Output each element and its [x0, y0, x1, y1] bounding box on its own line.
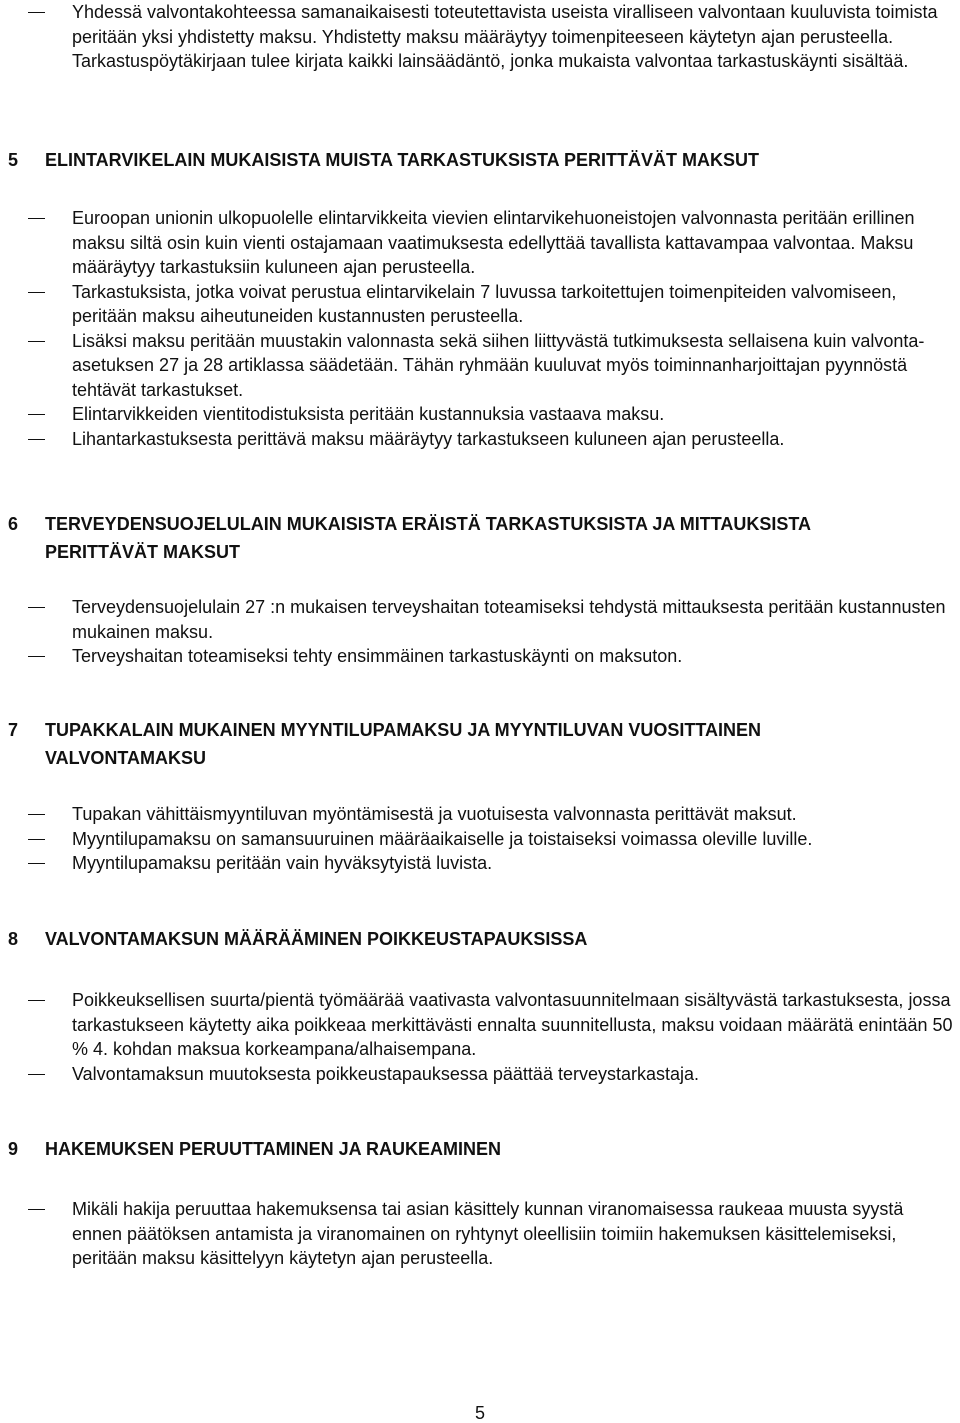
dash-bullet-icon — [28, 414, 45, 415]
intro-list — [0, 0, 960, 74]
section-number: 6 — [8, 514, 19, 534]
list-item — [0, 402, 960, 427]
list-item — [0, 206, 960, 280]
list-item — [0, 427, 960, 452]
dash-bullet-icon — [28, 1074, 45, 1075]
list-item — [0, 851, 960, 876]
list-item-text: Yhdessä valvontakohteessa samanaikaisesti toteutettavista useista viralliseen valvontaan kuuluvista toimista peritään yksi yhdistetty maksu. Yhdistetty maksu määräytyy toimenpiteeseen käytetyn ajan perusteella. Tarkastuspöytäkirjaan tulee kirjata kaikki lainsäädäntö, jonka mukaista valvontaa tarkastuskäynti sisältää. — [72, 2, 938, 71]
list-item-text: Terveydensuojelulain 27 :n mukaisen terveyshaitan toteamiseksi tehdystä mittauksesta peritään kustannusten mukainen maksu. — [72, 597, 946, 642]
section-list — [0, 206, 960, 451]
dash-bullet-icon — [28, 292, 45, 293]
list-item-text: Myyntilupamaksu on samansuuruinen määräaikaiselle ja toistaiseksi voimassa oleville luville. — [72, 828, 813, 849]
list-item — [0, 644, 960, 669]
list-item-text: Tupakan vähittäismyyntiluvan myöntämisestä ja vuotuisesta valvonnasta perittävät maksut. — [72, 804, 797, 824]
section-title: TUPAKKALAIN MUKAINEN MYYNTILUPAMAKSU JA MYYNTILUVAN VUOSITTAINEN VALVONTAMAKSU — [45, 720, 761, 768]
section-number: 9 — [8, 1139, 19, 1159]
list-item — [0, 595, 960, 644]
section-title: ELINTARVIKELAIN MUKAISISTA MUISTA TARKASTUKSISTA PERITTÄVÄT MAKSUT — [45, 150, 759, 170]
section-title: VALVONTAMAKSUN MÄÄRÄÄMINEN POIKKEUSTAPAUKSISSA — [45, 929, 588, 949]
list-item — [0, 988, 960, 1062]
dash-bullet-icon — [28, 218, 45, 219]
list-item-text: Tarkastuksista, jotka voivat perustua elintarvikelain 7 luvussa tarkoitettujen toimenpiteiden valvomiseen, peritään maksu aiheutuneiden kustannusten perusteella. — [72, 281, 897, 326]
dash-bullet-icon — [28, 12, 45, 13]
section-title: TERVEYDENSUOJELULAIN MUKAISISTA ERÄISTÄ TARKASTUKSISTA JA MITTAUKSISTA PERITTÄVÄT MAKSUT — [45, 514, 811, 562]
list-item-text: Myyntilupamaksu peritään vain hyväksytyistä luvista. — [72, 853, 493, 873]
dash-bullet-icon — [28, 607, 45, 608]
section-list — [0, 595, 960, 669]
list-item-text: Euroopan unionin ulkopuolelle elintarvikkeita vievien elintarvikehuoneistojen valvonnasta peritään erillinen maksu siltä osin kuin vienti ostajamaan vaatimuksesta edellyttää tavallista kattavampaa valvontaa. Maksu määräytyy tarkastuksiin kuluneen ajan perusteella. — [72, 208, 915, 277]
list-item — [0, 0, 960, 74]
list-item-text: Lihantarkastuksesta perittävä maksu määräytyy tarkastukseen kuluneen ajan perusteella. — [72, 428, 785, 449]
section-number: 7 — [8, 720, 19, 740]
list-item — [0, 802, 960, 827]
section-number: 5 — [8, 150, 19, 170]
dash-bullet-icon — [28, 1000, 45, 1001]
dash-bullet-icon — [28, 341, 45, 342]
list-item — [0, 280, 960, 329]
list-item-text: Lisäksi maksu peritään muustakin valonnasta sekä siihen liittyvästä tutkimuksesta sellaisena kuin valvonta-asetuksen 27 ja 28 artiklassa säädetään. Tähän ryhmään kuuluvat myös toiminnanharjoittajan pyynnöstä tehtävät tarkastukset. — [72, 330, 925, 400]
list-item-text: Elintarvikkeiden vientitodistuksista peritään kustannuksia vastaava maksu. — [72, 404, 665, 424]
dash-bullet-icon — [28, 656, 45, 657]
dash-bullet-icon — [28, 1209, 45, 1210]
list-item-text: Mikäli hakija peruuttaa hakemuksensa tai asian käsittely kunnan viranomaisessa raukeaa muusta syystä ennen päätöksen antamista ja viranomainen on ryhtynyt oleellisiin toimiin hakemuksen käsittelemiseksi, peritään maksu käsittelyyn käytetyn ajan perusteella. — [72, 1199, 904, 1268]
section-list — [0, 802, 960, 876]
section-number: 8 — [8, 929, 19, 949]
dash-bullet-icon — [28, 439, 45, 440]
list-item-text: Poikkeuksellisen suurta/pientä työmäärää vaativasta valvontasuunnitelmaan sisältyvästä tarkastuksesta, jossa tarkastukseen käytetty aika poikkeaa merkittävästi ennalta suunnitellusta, maksu voidaan määrätä enintään 50 % 4. kohdan maksua korkeampana/alhaisempana. — [72, 990, 953, 1059]
dash-bullet-icon — [28, 814, 45, 815]
dash-bullet-icon — [28, 863, 45, 864]
list-item — [0, 1062, 960, 1087]
page-number: 5 — [474, 1403, 485, 1423]
list-item — [0, 827, 960, 852]
section-title: HAKEMUKSEN PERUUTTAMINEN JA RAUKEAMINEN — [45, 1139, 502, 1159]
section-list — [0, 1197, 960, 1271]
section-list — [0, 988, 960, 1086]
list-item-text: Terveyshaitan toteamiseksi tehty ensimmäinen tarkastuskäynti on maksuton. — [72, 646, 683, 666]
list-item-text: Valvontamaksun muutoksesta poikkeustapauksessa päättää terveystarkastaja. — [72, 1063, 700, 1084]
list-item — [0, 329, 960, 403]
list-item — [0, 1197, 960, 1271]
dash-bullet-icon — [28, 839, 45, 840]
